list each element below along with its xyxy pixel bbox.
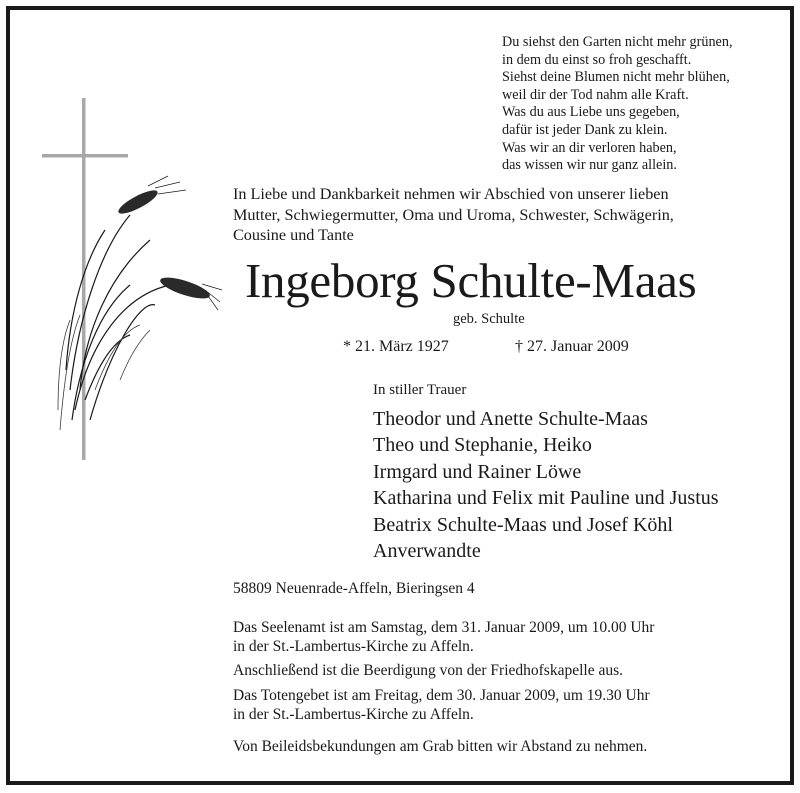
notice-line: in der St.-Lambertus-Kirche zu Affeln. bbox=[233, 706, 474, 723]
condolences-notice: Von Beileidsbekundungen am Grab bitten wir Abstand zu nehmen. bbox=[233, 738, 648, 755]
birth-name: geb. Schulte bbox=[453, 311, 525, 327]
mourner-entry: Anverwandte bbox=[373, 540, 481, 563]
birth-date: * 21. März 1927 bbox=[343, 338, 449, 355]
notice-line: Das Seelenamt ist am Samstag, dem 31. Januar 2009, um 10.00 Uhr bbox=[233, 619, 655, 636]
intro-line: In Liebe und Dankbarkeit nehmen wir Abschied von unserer lieben bbox=[233, 185, 669, 203]
requiem-notice bbox=[233, 618, 654, 656]
prayer-notice bbox=[233, 686, 650, 724]
deceased-name: Ingeborg Schulte-Maas bbox=[245, 253, 697, 308]
intro-line: Mutter, Schwiegermutter, Oma und Uroma, Schwester, Schwägerin, bbox=[233, 205, 674, 224]
mourner-entry: Theo und Stephanie, Heiko bbox=[373, 434, 592, 457]
mourner-entry: Katharina und Felix mit Pauline und Justus bbox=[373, 487, 719, 510]
notice-line: Das Totengebet ist am Freitag, dem 30. Januar 2009, um 19.30 Uhr bbox=[233, 687, 650, 704]
poem-line: dafür ist jeder Dank zu klein. bbox=[502, 121, 668, 138]
mourner-entry: Theodor und Anette Schulte-Maas bbox=[373, 408, 648, 430]
burial-notice: Anschließend ist die Beerdigung von der Friedhofskapelle aus. bbox=[233, 662, 623, 679]
poem-line: Was du aus Liebe uns gegeben, bbox=[502, 104, 680, 121]
poem-line: das wissen wir nur ganz allein. bbox=[502, 157, 677, 174]
address: 58809 Neuenrade-Affeln, Bieringsen 4 bbox=[233, 580, 475, 597]
intro-line: Cousine und Tante bbox=[233, 226, 354, 244]
intro-text bbox=[233, 184, 674, 246]
mourner-entry: Beatrix Schulte-Maas und Josef Köhl bbox=[373, 513, 673, 536]
poem-line: Du siehst den Garten nicht mehr grünen, bbox=[502, 34, 733, 50]
mourners-list bbox=[373, 406, 719, 564]
poem-line: weil dir der Tod nahm alle Kraft. bbox=[502, 86, 689, 103]
cross-and-wheat-icon bbox=[30, 90, 230, 470]
poem-line: in dem du einst so froh geschafft. bbox=[502, 51, 692, 68]
poem-line: Was wir an dir verloren haben, bbox=[502, 139, 677, 156]
poem-line: Siehst deine Blumen nicht mehr blühen, bbox=[502, 69, 730, 86]
poem bbox=[502, 34, 733, 175]
death-date: † 27. Januar 2009 bbox=[515, 338, 629, 355]
mourner-entry: Irmgard und Rainer Löwe bbox=[373, 460, 582, 483]
notice-line: in der St.-Lambertus-Kirche zu Affeln. bbox=[233, 638, 474, 655]
mourning-label: In stiller Trauer bbox=[373, 382, 467, 398]
